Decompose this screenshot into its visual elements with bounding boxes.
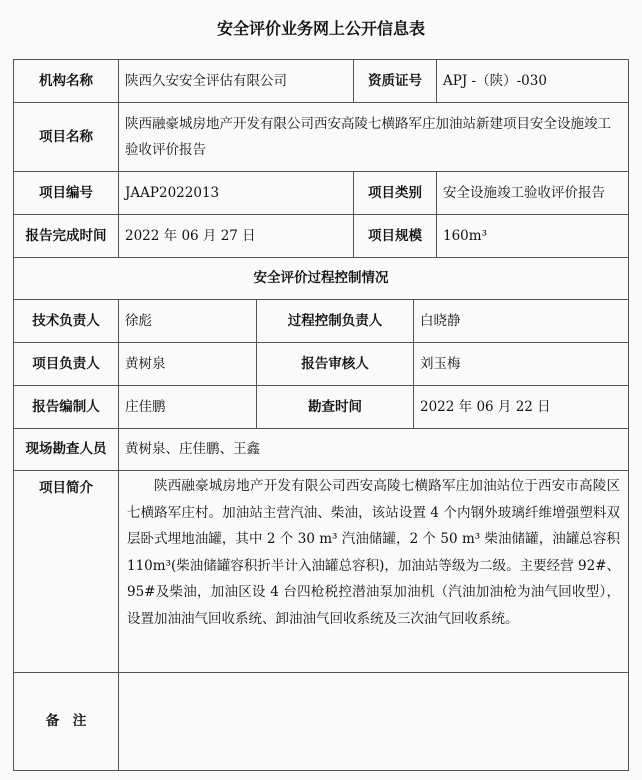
- section-title: 安全评价过程控制情况: [253, 270, 389, 287]
- tech-lead-value: 徐彪: [125, 312, 152, 329]
- remarks-label: 备 注: [45, 713, 87, 730]
- project-scale-label: 项目规模: [368, 227, 422, 244]
- remarks-value: [119, 673, 628, 770]
- process-control-lead-value: 白晓静: [420, 312, 461, 329]
- completion-time-value: 2022 年 06 月 27 日: [125, 227, 256, 244]
- completion-time-label: 报告完成时间: [25, 227, 107, 244]
- intro-label: 项目简介: [39, 480, 93, 496]
- org-name-label: 机构名称: [39, 72, 93, 89]
- org-name-value: 陕西久安安全评估有限公司: [125, 72, 287, 89]
- tech-lead-label: 技术负责人: [32, 312, 100, 329]
- project-no-label: 项目编号: [39, 184, 93, 201]
- project-type-value: 安全设施竣工验收评价报告: [443, 184, 605, 201]
- page-title: 安全评价业务网上公开信息表: [216, 19, 425, 38]
- project-scale-value: 160m³: [443, 227, 487, 244]
- project-no-value: JAAP2022013: [125, 184, 220, 201]
- cert-no-label: 资质证号: [368, 72, 422, 89]
- survey-time-label: 勘查时间: [308, 398, 362, 415]
- project-type-label: 项目类别: [368, 184, 422, 201]
- reviewer-label: 报告审核人: [301, 355, 369, 372]
- project-name-value: 陕西融豪城房地产开发有限公司西安高陵七横路军庄加油站新建项目安全设施竣工验收评价报告: [125, 116, 611, 158]
- compiler-label: 报告编制人: [32, 398, 100, 415]
- cert-no-value: APJ -（陕）-030: [443, 72, 547, 89]
- project-lead-label: 项目负责人: [32, 355, 100, 372]
- project-lead-value: 黄树泉: [125, 355, 166, 372]
- surveyors-value: 黄树泉、庄佳鹏、王鑫: [125, 441, 260, 458]
- project-name-label: 项目名称: [39, 128, 93, 145]
- reviewer-value: 刘玉梅: [420, 355, 461, 372]
- compiler-value: 庄佳鹏: [125, 398, 166, 415]
- survey-time-value: 2022 年 06 月 22 日: [420, 398, 551, 415]
- process-control-lead-label: 过程控制负责人: [287, 312, 383, 329]
- intro-value: 陕西融豪城房地产开发有限公司西安高陵七横路军庄加油站位于西安市高陵区七横路军庄村。加油站主营汽油、柴油，该站设置 4 个内钢外玻璃纤维增强塑料双层卧式埋地油罐，其中 2 个 30 m³ 汽油储罐，2 个 50 m³ 柴油储罐，油罐总容积 110m³(柴油储罐容积折半计入油罐总容积)，加油站等级为二级。主要经营 92#、95#及柴油，加油区设 4 台四枪税控潜油泵加油机（汽油加油枪为油气回收型），设置加油油气回收系统、卸油油气回收系统及三次油气回收系统。: [127, 478, 620, 627]
- surveyors-label: 现场勘查人员: [25, 441, 107, 458]
